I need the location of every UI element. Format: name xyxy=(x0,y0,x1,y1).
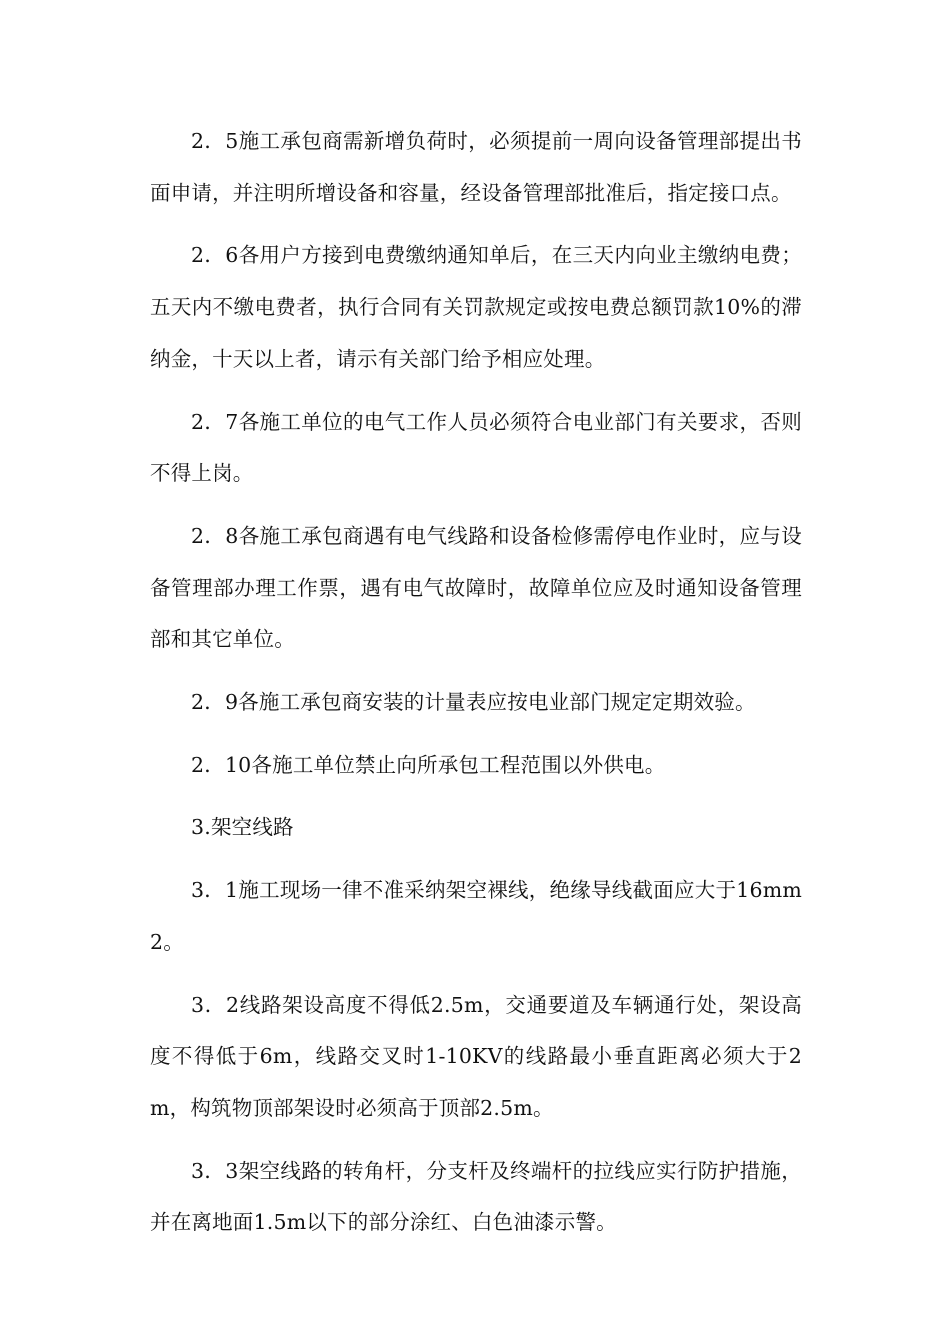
paragraph-2-9: 2．9各施工承包商安装的计量表应按电业部门规定定期效验。 xyxy=(191,690,756,715)
paragraph-2-6: 2．6各用户方接到电费缴纳通知单后，在三天内向业主缴纳电费；五天内不缴电费者，执行合同有关罚款规定或按电费总额罚款10%的滞纳金，十天以上者，请示有关部门给予相应处理。 xyxy=(150,243,802,371)
paragraph-3-3: 3．3架空线路的转角杆，分支杆及终端杆的拉线应实行防护措施，并在离地面1.5m以下的部分涂红、白色油漆示警。 xyxy=(150,1158,802,1235)
paragraph-3-1: 3．1施工现场一律不准采纳架空裸线，绝缘导线截面应大于16mm2。 xyxy=(150,878,802,954)
paragraph-2-10: 2．10各施工单位禁止向所承包工程范围以外供电。 xyxy=(191,752,666,777)
section-heading-overhead-lines: 3.架空线路 xyxy=(191,815,294,840)
paragraph-2-5: 2．5施工承包商需新增负荷时，必须提前一周向设备管理部提出书面申请，并注明所增设备和容量，经设备管理部批准后，指定接口点。 xyxy=(150,129,802,205)
document-body xyxy=(150,116,802,1260)
paragraph-2-7: 2．7各施工单位的电气工作人员必须符合电业部门有关要求，否则不得上岗。 xyxy=(150,409,802,486)
paragraph-3-2: 3．2线路架设高度不得低2.5m，交通要道及车辆通行处，架设高度不得低于6m，线路交叉时1-10KV的线路最小垂直距离必须大于2m，构筑物顶部架设时必须高于顶部2.5m。 xyxy=(150,992,802,1120)
paragraph-2-8: 2．8各施工承包商遇有电气线路和设备检修需停电作业时，应与设备管理部办理工作票，遇有电气故障时，故障单位应及时通知设备管理部和其它单位。 xyxy=(150,523,802,652)
